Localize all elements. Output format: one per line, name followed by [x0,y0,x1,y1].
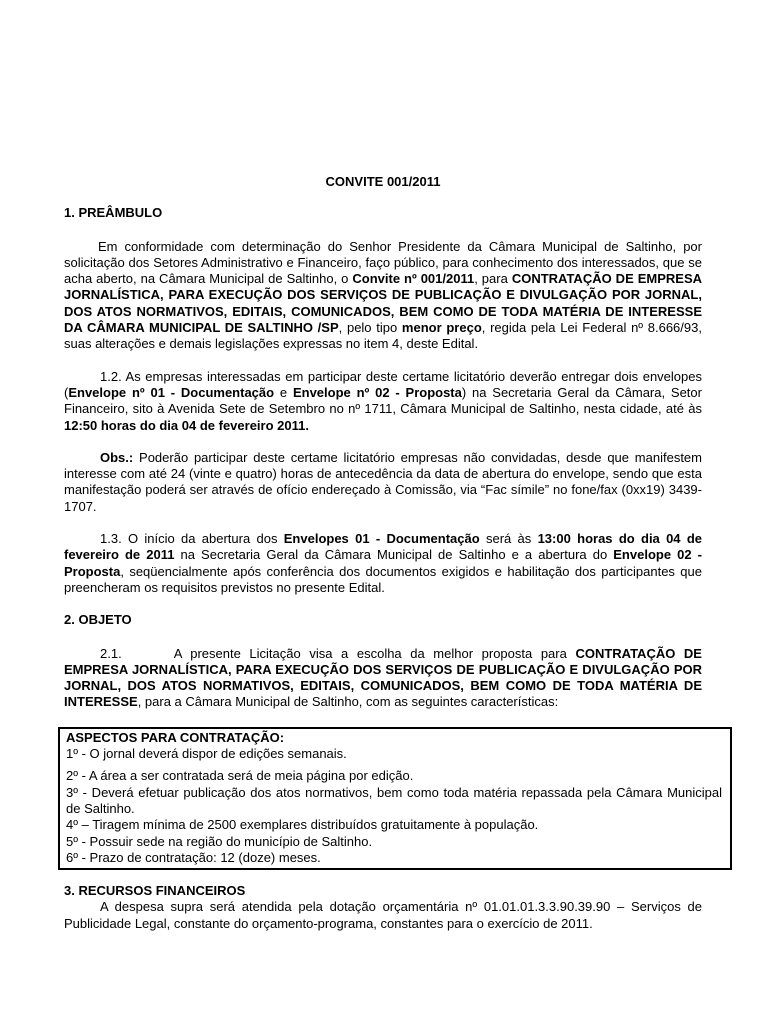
document-page [64,174,722,932]
paragraph-1-3: 1.3. O início da abertura dos Envelopes 01 - Documentação será às 13:00 horas do dia 04 de fevereiro de 2011 na Secretaria Geral da Câmara Municipal de Saltinho e a abertura do Envelope 02 - Proposta, seqüencialmente após conferência dos documentos exigidos e habilitação dos participantes que preencheram os requisitos previstos no presente Edital. [64,531,703,595]
aspecto-item: 1º - O jornal deverá dispor de edições semanais. [66,746,347,762]
paragraph-1-2: 1.2. As empresas interessadas em participar deste certame licitatório deverão entregar dois envelopes (Envelope nº 01 - Documentação e Envelope nº 02 - Proposta) na Secretaria Geral da Câmara, Setor Financeiro, sito à Avenida Sete de Setembro no nº 1711, Câmara Municipal de Saltinho, nesta cidade, até às 12:50 horas do dia 04 de fevereiro 2011. [64,368,702,433]
aspectos-box [58,727,732,870]
section-heading-objeto: 2. OBJETO [64,612,132,628]
aspecto-item: 3º - Deverá efetuar publicação dos atos normativos, bem como toda matéria repassada pela Câmara Municipal de Saltinho. [66,784,722,816]
aspectos-heading: ASPECTOS PARA CONTRATAÇÃO: [66,729,285,745]
paragraph-obs: Obs.: Poderão participar deste certame licitatório empresas não convidadas, desde que manifestem interesse com até 24 (vinte e quatro) horas de antecedência da data de abertura do envelope, sendo que esta manifestação poderá ser através de ofício endereçado à Comissão, via “Fac símile” no fone/fax (0xx19) 3439-1707. [64,449,702,514]
section-heading-preambulo: 1. PREÂMBULO [64,205,163,221]
aspecto-item: 5º - Possuir sede na região do município de Saltinho. [66,833,373,849]
paragraph-preambulo: Em conformidade com determinação do Senhor Presidente da Câmara Municipal de Saltinho, por solicitação dos Setores Administrativo e Financeiro, faço público, para conhecimento dos interessados, que se acha aberto, na Câmara Municipal de Saltinho, o Convite nº 001/2011, para CONTRATAÇÃO DE EMPRESA JORNALÍSTICA, PARA EXECUÇÃO DOS SERVIÇOS DE PUBLICAÇÃO E DIVULGAÇÃO POR JORNAL, DOS ATOS NORMATIVOS, EDITAIS, COMUNICADOS, BEM COMO DE TODA MATÉRIA DE INTERESSE DA CÂMARA MUNICIPAL DE SALTINHO /SP, pelo tipo menor preço, regida pela Lei Federal nº 8.666/93, suas alterações e demais legislações expressas no item 4, deste Edital. [64,238,703,352]
aspecto-item: 6º - Prazo de contratação: 12 (doze) meses. [66,849,321,865]
paragraph-recursos: A despesa supra será atendida pela dotação orçamentária nº 01.01.01.3.3.90.39.90 – Serviços de Publicidade Legal, constante do orçamento-programa, constantes para o exercício de 2011. [64,899,702,931]
aspecto-item: 4º – Tiragem mínima de 2500 exemplares distribuídos gratuitamente à população. [66,817,539,833]
paragraph-2-1: 2.1. A presente Licitação visa a escolha da melhor proposta para CONTRATAÇÃO DE EMPRESA JORNALÍSTICA, PARA EXECUÇÃO DOS SERVIÇOS DE PUBLICAÇÃO E DIVULGAÇÃO POR JORNAL, DOS ATOS NORMATIVOS, EDITAIS, COMUNICADOS, BEM COMO DE TODA MATÉRIA DE INTERESSE, para a Câmara Municipal de Saltinho, com as seguintes características: [64,645,702,710]
aspecto-item: 2º - A área a ser contratada será de meia página por edição. [66,768,414,784]
document-title: CONVITE 001/2011 [325,174,441,189]
section-heading-recursos: 3. RECURSOS FINANCEIROS [64,883,246,899]
